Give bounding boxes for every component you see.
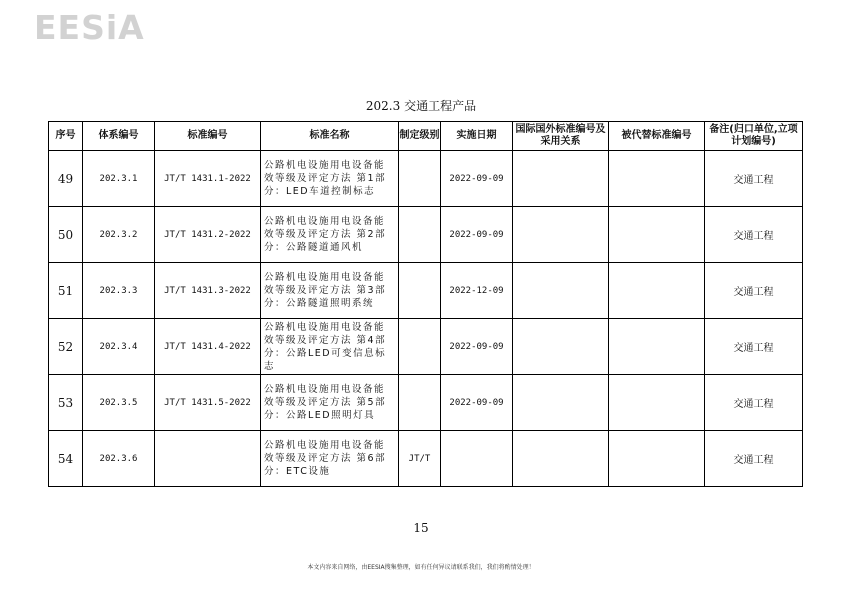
cell-intl: [513, 207, 609, 263]
cell-system-no: 202.3.4: [83, 319, 155, 375]
cell-remark: 交通工程: [705, 207, 803, 263]
cell-level: [399, 375, 441, 431]
cell-system-no: 202.3.2: [83, 207, 155, 263]
cell-date: 2022-09-09: [441, 207, 513, 263]
cell-standard-no: JT/T 1431.2-2022: [155, 207, 261, 263]
cell-system-no: 202.3.5: [83, 375, 155, 431]
cell-seq: 54: [49, 431, 83, 487]
cell-seq: 49: [49, 151, 83, 207]
cell-standard-name: 公路机电设施用电设备能效等级及评定方法 第4部分：公路LED可变信息标志: [261, 319, 399, 375]
cell-seq: 52: [49, 319, 83, 375]
table-row: [49, 319, 803, 375]
table-row: [49, 207, 803, 263]
cell-seq: 53: [49, 375, 83, 431]
cell-standard-name: 公路机电设施用电设备能效等级及评定方法 第6部分：ETC设施: [261, 431, 399, 487]
cell-level: [399, 263, 441, 319]
cell-level: [399, 319, 441, 375]
section-title: 202.3 交通工程产品: [365, 99, 477, 113]
cell-level: JT/T: [399, 431, 441, 487]
cell-system-no: 202.3.6: [83, 431, 155, 487]
cell-level: [399, 151, 441, 207]
cell-remark: 交通工程: [705, 319, 803, 375]
cell-system-no: 202.3.3: [83, 263, 155, 319]
cell-date: 2022-09-09: [441, 319, 513, 375]
cell-standard-name: 公路机电设施用电设备能效等级及评定方法 第5部分：公路LED照明灯具: [261, 375, 399, 431]
eesia-logo: EESiA: [34, 8, 145, 47]
cell-intl: [513, 319, 609, 375]
footer-disclaimer: 本文内容来自网络，由EESIA搜集整理，如有任何异议请联系我们，我们将酌情处理！: [307, 564, 535, 571]
table-row: [49, 263, 803, 319]
header-system-no: 体系编号: [83, 122, 155, 151]
table-header-row: [49, 122, 803, 151]
cell-date: 2022-09-09: [441, 375, 513, 431]
cell-replaced: [609, 431, 705, 487]
header-date: 实施日期: [441, 122, 513, 151]
cell-intl: [513, 375, 609, 431]
cell-standard-no: JT/T 1431.1-2022: [155, 151, 261, 207]
table-row: [49, 431, 803, 487]
header-replaced: 被代替标准编号: [609, 122, 705, 151]
cell-standard-no: [155, 431, 261, 487]
cell-standard-no: JT/T 1431.4-2022: [155, 319, 261, 375]
cell-replaced: [609, 151, 705, 207]
cell-intl: [513, 151, 609, 207]
cell-standard-name: 公路机电设施用电设备能效等级及评定方法 第1部分：LED车道控制标志: [261, 151, 399, 207]
cell-replaced: [609, 263, 705, 319]
header-intl: 国际国外标准编号及采用关系: [513, 122, 609, 151]
header-standard-no: 标准编号: [155, 122, 261, 151]
header-remark: 备注(归口单位,立项计划编号): [705, 122, 803, 151]
cell-standard-no: JT/T 1431.3-2022: [155, 263, 261, 319]
cell-remark: 交通工程: [705, 151, 803, 207]
cell-standard-no: JT/T 1431.5-2022: [155, 375, 261, 431]
cell-system-no: 202.3.1: [83, 151, 155, 207]
cell-standard-name: 公路机电设施用电设备能效等级及评定方法 第3部分：公路隧道照明系统: [261, 263, 399, 319]
cell-standard-name: 公路机电设施用电设备能效等级及评定方法 第2部分：公路隧道通风机: [261, 207, 399, 263]
cell-seq: 51: [49, 263, 83, 319]
cell-replaced: [609, 375, 705, 431]
cell-level: [399, 207, 441, 263]
cell-seq: 50: [49, 207, 83, 263]
page-number: 15: [413, 521, 429, 535]
cell-date: 2022-12-09: [441, 263, 513, 319]
cell-date: [441, 431, 513, 487]
header-standard-name: 标准名称: [261, 122, 399, 151]
cell-replaced: [609, 319, 705, 375]
header-level: 制定级别: [399, 122, 441, 151]
cell-remark: 交通工程: [705, 375, 803, 431]
cell-date: 2022-09-09: [441, 151, 513, 207]
cell-intl: [513, 263, 609, 319]
cell-remark: 交通工程: [705, 263, 803, 319]
table-row: [49, 151, 803, 207]
cell-remark: 交通工程: [705, 431, 803, 487]
standards-table: [48, 121, 803, 487]
header-seq: 序号: [49, 122, 83, 151]
cell-intl: [513, 431, 609, 487]
cell-replaced: [609, 207, 705, 263]
table-row: [49, 375, 803, 431]
